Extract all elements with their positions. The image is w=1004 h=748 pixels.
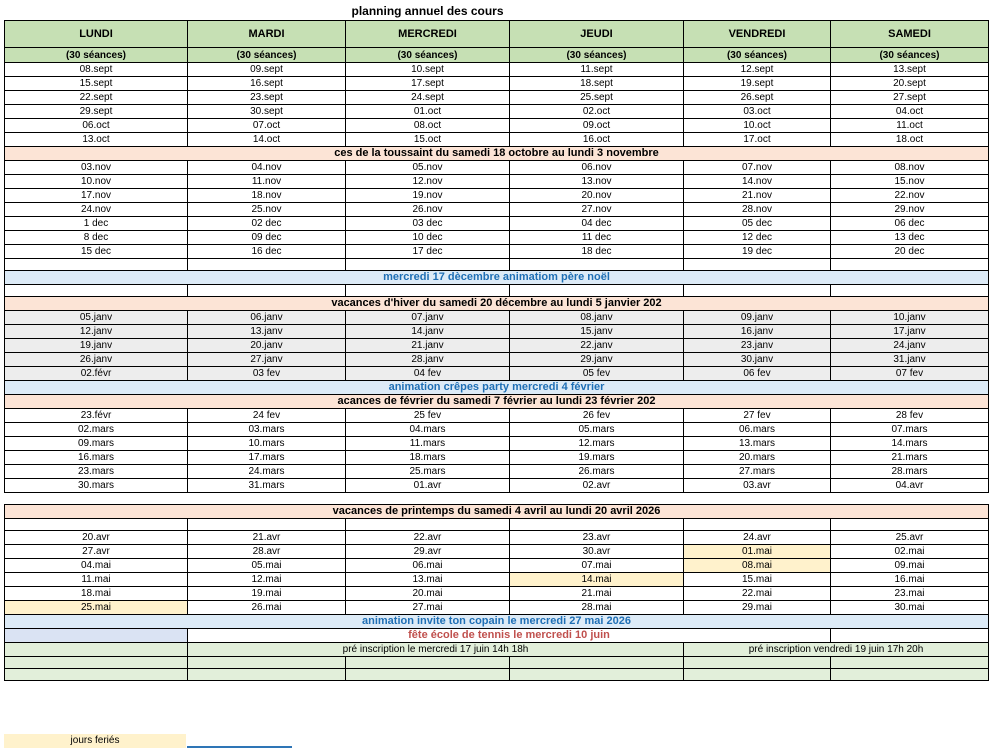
date-cell[interactable]: 09.mai bbox=[831, 559, 989, 573]
empty-cell[interactable] bbox=[510, 519, 684, 531]
date-cell[interactable]: 26 fev bbox=[510, 409, 684, 423]
empty-row bbox=[5, 285, 989, 297]
date-row bbox=[5, 119, 989, 133]
date-row bbox=[5, 559, 989, 573]
date-cell[interactable]: 22.nov bbox=[831, 189, 989, 203]
date-cell[interactable]: 25.nov bbox=[188, 203, 346, 217]
date-cell[interactable]: 14.mai bbox=[510, 573, 684, 587]
date-cell[interactable]: 06 dec bbox=[831, 217, 989, 231]
date-cell[interactable]: 06.mars bbox=[684, 423, 831, 437]
date-cell[interactable]: 13.sept bbox=[831, 63, 989, 77]
date-cell[interactable]: 05 fev bbox=[510, 367, 684, 381]
date-cell[interactable]: 14.nov bbox=[684, 175, 831, 189]
date-cell[interactable]: 05.mai bbox=[188, 559, 346, 573]
date-cell[interactable]: 07 fev bbox=[831, 367, 989, 381]
date-row bbox=[5, 531, 989, 545]
date-cell[interactable]: 8 dec bbox=[5, 231, 188, 245]
date-cell[interactable]: 27.mars bbox=[684, 465, 831, 479]
date-cell[interactable]: 28.janv bbox=[346, 353, 510, 367]
empty-cell[interactable] bbox=[188, 669, 346, 681]
date-cell[interactable]: 27.nov bbox=[510, 203, 684, 217]
date-cell[interactable]: 11.oct bbox=[831, 119, 989, 133]
date-cell[interactable]: 02.mars bbox=[5, 423, 188, 437]
date-cell[interactable]: 30.sept bbox=[188, 105, 346, 119]
empty-cell[interactable] bbox=[510, 259, 684, 271]
date-cell[interactable]: 27.janv bbox=[188, 353, 346, 367]
date-cell[interactable]: 13.oct bbox=[5, 133, 188, 147]
date-cell[interactable]: 09.sept bbox=[188, 63, 346, 77]
date-cell[interactable]: 16.oct bbox=[510, 133, 684, 147]
empty-cell[interactable] bbox=[831, 669, 989, 681]
date-cell[interactable]: 10.janv bbox=[831, 311, 989, 325]
date-cell[interactable]: 15.janv bbox=[510, 325, 684, 339]
date-row bbox=[5, 437, 989, 451]
date-row bbox=[5, 423, 989, 437]
date-cell[interactable]: 17.oct bbox=[684, 133, 831, 147]
date-cell[interactable]: 18.oct bbox=[831, 133, 989, 147]
date-cell[interactable]: 23.janv bbox=[684, 339, 831, 353]
date-cell[interactable]: 31.janv bbox=[831, 353, 989, 367]
date-cell[interactable]: 05 dec bbox=[684, 217, 831, 231]
date-cell[interactable]: 17.sept bbox=[346, 77, 510, 91]
date-cell[interactable]: 02.avr bbox=[510, 479, 684, 493]
date-cell[interactable]: 06.mai bbox=[346, 559, 510, 573]
date-row bbox=[5, 203, 989, 217]
empty-cell[interactable] bbox=[346, 657, 510, 669]
sheet-title: planning annuel des cours bbox=[351, 4, 504, 18]
date-cell[interactable]: 19.mai bbox=[188, 587, 346, 601]
date-cell[interactable]: 26.sept bbox=[684, 91, 831, 105]
pre-inscription-mercredi[interactable]: pré inscription le mercredi 17 juin 14h 18h bbox=[188, 643, 684, 657]
date-cell[interactable]: 07.oct bbox=[188, 119, 346, 133]
date-cell[interactable]: 09.oct bbox=[510, 119, 684, 133]
pre-inscription-vendredi[interactable]: pré inscription vendredi 19 juin 17h 20h bbox=[684, 643, 989, 657]
date-cell[interactable]: 19.mars bbox=[510, 451, 684, 465]
date-cell[interactable]: 18.mai bbox=[5, 587, 188, 601]
date-cell[interactable]: 14.oct bbox=[188, 133, 346, 147]
empty-cell[interactable] bbox=[684, 285, 831, 297]
date-cell[interactable]: 11 dec bbox=[510, 231, 684, 245]
date-cell[interactable]: 15 dec bbox=[5, 245, 188, 259]
date-cell[interactable]: 02.févr bbox=[5, 367, 188, 381]
date-cell[interactable]: 18 dec bbox=[510, 245, 684, 259]
date-row bbox=[5, 91, 989, 105]
date-cell[interactable]: 04.oct bbox=[831, 105, 989, 119]
date-cell[interactable]: 04.mars bbox=[346, 423, 510, 437]
date-cell[interactable]: 1 dec bbox=[5, 217, 188, 231]
date-cell[interactable]: 04 dec bbox=[510, 217, 684, 231]
empty-cell[interactable] bbox=[831, 657, 989, 669]
date-cell[interactable]: 24.sept bbox=[346, 91, 510, 105]
date-cell[interactable]: 25.sept bbox=[510, 91, 684, 105]
date-cell[interactable]: 08.nov bbox=[831, 161, 989, 175]
sessions-label[interactable]: (30 séances) bbox=[510, 48, 684, 63]
date-cell[interactable]: 21.mars bbox=[831, 451, 989, 465]
date-cell[interactable]: 28.mars bbox=[831, 465, 989, 479]
date-cell[interactable]: 23.févr bbox=[5, 409, 188, 423]
date-cell[interactable]: 09.mars bbox=[5, 437, 188, 451]
sessions-label[interactable]: (30 séances) bbox=[346, 48, 510, 63]
empty-cell[interactable] bbox=[684, 519, 831, 531]
date-cell[interactable]: 25.mars bbox=[346, 465, 510, 479]
empty-cell[interactable] bbox=[510, 285, 684, 297]
date-cell[interactable]: 15.nov bbox=[831, 175, 989, 189]
empty-cell[interactable] bbox=[831, 629, 989, 643]
date-cell[interactable]: 26.janv bbox=[5, 353, 188, 367]
date-cell[interactable]: 04.avr bbox=[831, 479, 989, 493]
date-cell[interactable]: 20 dec bbox=[831, 245, 989, 259]
day-header[interactable]: VENDREDI bbox=[684, 21, 831, 48]
day-header[interactable]: MARDI bbox=[188, 21, 346, 48]
date-cell[interactable]: 08.sept bbox=[5, 63, 188, 77]
date-cell[interactable]: 20.nov bbox=[510, 189, 684, 203]
date-cell[interactable]: 20.avr bbox=[5, 531, 188, 545]
empty-cell[interactable] bbox=[5, 285, 188, 297]
date-row bbox=[5, 465, 989, 479]
date-cell[interactable]: 22.janv bbox=[510, 339, 684, 353]
empty-cell[interactable] bbox=[510, 669, 684, 681]
date-cell[interactable]: 29.janv bbox=[510, 353, 684, 367]
date-row bbox=[5, 545, 989, 559]
sessions-row bbox=[5, 48, 989, 63]
animation-crepes bbox=[5, 381, 989, 395]
empty-cell[interactable] bbox=[5, 669, 188, 681]
empty-cell[interactable] bbox=[346, 669, 510, 681]
date-cell[interactable]: 01.mai bbox=[684, 545, 831, 559]
date-cell[interactable]: 30.mars bbox=[5, 479, 188, 493]
empty-cell[interactable] bbox=[346, 519, 510, 531]
date-cell[interactable]: 17.mars bbox=[188, 451, 346, 465]
date-cell[interactable]: 23.sept bbox=[188, 91, 346, 105]
empty-cell[interactable] bbox=[5, 259, 188, 271]
date-cell[interactable]: 02 dec bbox=[188, 217, 346, 231]
date-cell[interactable]: 25 fev bbox=[346, 409, 510, 423]
date-cell[interactable]: 24.nov bbox=[5, 203, 188, 217]
date-cell[interactable]: 16.mai bbox=[831, 573, 989, 587]
empty-row bbox=[5, 669, 989, 681]
date-row bbox=[5, 353, 989, 367]
vacances-fevrier bbox=[5, 395, 989, 409]
date-cell[interactable]: 26.mars bbox=[510, 465, 684, 479]
empty-cell[interactable] bbox=[5, 629, 188, 643]
empty-cell[interactable] bbox=[831, 285, 989, 297]
empty-cell[interactable] bbox=[5, 519, 188, 531]
fete-row bbox=[5, 629, 989, 643]
empty-cell[interactable] bbox=[684, 259, 831, 271]
date-cell[interactable]: 16.mars bbox=[5, 451, 188, 465]
vacances-toussaint-label[interactable]: ces de la toussaint du samedi 18 octobre au lundi 3 novembre bbox=[5, 147, 989, 161]
date-cell[interactable]: 28.mai bbox=[510, 601, 684, 615]
date-row bbox=[5, 479, 989, 493]
date-cell[interactable]: 13.janv bbox=[188, 325, 346, 339]
sessions-label[interactable]: (30 séances) bbox=[831, 48, 989, 63]
date-cell[interactable]: 18.sept bbox=[510, 77, 684, 91]
date-cell[interactable]: 16.sept bbox=[188, 77, 346, 91]
sessions-label[interactable]: (30 séances) bbox=[5, 48, 188, 63]
date-cell[interactable]: 06.oct bbox=[5, 119, 188, 133]
date-cell[interactable]: 17.nov bbox=[5, 189, 188, 203]
date-cell[interactable]: 16 dec bbox=[188, 245, 346, 259]
date-cell[interactable]: 05.nov bbox=[346, 161, 510, 175]
empty-cell[interactable] bbox=[5, 657, 188, 669]
date-row bbox=[5, 311, 989, 325]
date-cell[interactable]: 21.mai bbox=[510, 587, 684, 601]
date-cell[interactable]: 12.mars bbox=[510, 437, 684, 451]
date-cell[interactable]: 22.avr bbox=[346, 531, 510, 545]
date-cell[interactable]: 23.mai bbox=[831, 587, 989, 601]
date-cell[interactable]: 08.janv bbox=[510, 311, 684, 325]
date-cell[interactable]: 25.avr bbox=[831, 531, 989, 545]
date-cell[interactable]: 19.nov bbox=[346, 189, 510, 203]
date-cell[interactable]: 07.mars bbox=[831, 423, 989, 437]
date-cell[interactable]: 04.mai bbox=[5, 559, 188, 573]
date-cell[interactable]: 24.avr bbox=[684, 531, 831, 545]
empty-cell[interactable] bbox=[510, 657, 684, 669]
date-cell[interactable]: 14.janv bbox=[346, 325, 510, 339]
date-cell[interactable]: 03 dec bbox=[346, 217, 510, 231]
date-cell[interactable]: 26.nov bbox=[346, 203, 510, 217]
date-cell[interactable]: 09.janv bbox=[684, 311, 831, 325]
date-cell[interactable]: 24.mars bbox=[188, 465, 346, 479]
animation-copain bbox=[5, 615, 989, 629]
vacances-printemps-label[interactable]: vacances de printemps du samedi 4 avril au lundi 20 avril 2026 bbox=[5, 505, 989, 519]
date-row bbox=[5, 245, 989, 259]
date-cell[interactable]: 23.mars bbox=[5, 465, 188, 479]
date-cell[interactable]: 13 dec bbox=[831, 231, 989, 245]
date-cell[interactable]: 15.sept bbox=[5, 77, 188, 91]
date-cell[interactable]: 19 dec bbox=[684, 245, 831, 259]
date-cell[interactable]: 24.janv bbox=[831, 339, 989, 353]
day-header[interactable]: MERCREDI bbox=[346, 21, 510, 48]
date-cell[interactable]: 07.mai bbox=[510, 559, 684, 573]
date-row bbox=[5, 587, 989, 601]
vacances-toussaint bbox=[5, 147, 989, 161]
date-cell[interactable]: 03.oct bbox=[684, 105, 831, 119]
date-cell[interactable]: 13.nov bbox=[510, 175, 684, 189]
date-cell[interactable]: 06 fev bbox=[684, 367, 831, 381]
date-cell[interactable]: 03.mars bbox=[188, 423, 346, 437]
date-cell[interactable]: 20.mai bbox=[346, 587, 510, 601]
date-cell[interactable]: 30.avr bbox=[510, 545, 684, 559]
date-cell[interactable]: 20.sept bbox=[831, 77, 989, 91]
date-cell[interactable]: 02.mai bbox=[831, 545, 989, 559]
empty-cell[interactable] bbox=[346, 285, 510, 297]
date-cell[interactable]: 15.oct bbox=[346, 133, 510, 147]
empty-cell[interactable] bbox=[188, 259, 346, 271]
date-cell[interactable]: 18.nov bbox=[188, 189, 346, 203]
date-row bbox=[5, 175, 989, 189]
day-header[interactable]: SAMEDI bbox=[831, 21, 989, 48]
empty-cell[interactable] bbox=[831, 519, 989, 531]
date-cell[interactable]: 22.mai bbox=[684, 587, 831, 601]
date-cell[interactable]: 29.sept bbox=[5, 105, 188, 119]
empty-cell[interactable] bbox=[188, 519, 346, 531]
date-row bbox=[5, 161, 989, 175]
date-cell[interactable]: 12 dec bbox=[684, 231, 831, 245]
empty-cell[interactable] bbox=[346, 259, 510, 271]
date-cell[interactable]: 08.oct bbox=[346, 119, 510, 133]
date-cell[interactable]: 28.avr bbox=[188, 545, 346, 559]
date-cell[interactable]: 01.avr bbox=[346, 479, 510, 493]
date-cell[interactable]: 17.janv bbox=[831, 325, 989, 339]
date-cell[interactable]: 09 dec bbox=[188, 231, 346, 245]
pre-inscription-row bbox=[5, 643, 989, 657]
date-cell[interactable]: 20.janv bbox=[188, 339, 346, 353]
date-cell[interactable]: 07.janv bbox=[346, 311, 510, 325]
date-cell[interactable]: 27.mai bbox=[346, 601, 510, 615]
date-cell[interactable]: 21.nov bbox=[684, 189, 831, 203]
date-row bbox=[5, 77, 989, 91]
date-row bbox=[5, 217, 989, 231]
date-row bbox=[5, 133, 989, 147]
day-header[interactable]: JEUDI bbox=[510, 21, 684, 48]
date-row bbox=[5, 601, 989, 615]
date-cell[interactable]: 20.mars bbox=[684, 451, 831, 465]
date-cell[interactable]: 16.janv bbox=[684, 325, 831, 339]
date-cell[interactable]: 04 fev bbox=[346, 367, 510, 381]
date-cell[interactable]: 15.mai bbox=[684, 573, 831, 587]
date-cell[interactable]: 29.avr bbox=[346, 545, 510, 559]
date-cell[interactable]: 27.avr bbox=[5, 545, 188, 559]
empty-cell[interactable] bbox=[684, 657, 831, 669]
date-cell[interactable]: 28 fev bbox=[831, 409, 989, 423]
date-row bbox=[5, 409, 989, 423]
date-cell[interactable]: 19.janv bbox=[5, 339, 188, 353]
date-cell[interactable]: 12.nov bbox=[346, 175, 510, 189]
animation-crepes-label[interactable]: animation crêpes party mercredi 4 février bbox=[5, 381, 989, 395]
gap-cell[interactable] bbox=[5, 493, 989, 505]
fete-tennis-label[interactable]: fête école de tennis le mercredi 10 juin bbox=[188, 629, 831, 643]
date-cell[interactable]: 12.sept bbox=[684, 63, 831, 77]
date-cell[interactable]: 29.mai bbox=[684, 601, 831, 615]
date-cell[interactable]: 11.mars bbox=[346, 437, 510, 451]
date-row bbox=[5, 63, 989, 77]
date-cell[interactable]: 13.mars bbox=[684, 437, 831, 451]
day-header[interactable]: LUNDI bbox=[5, 21, 188, 48]
date-cell[interactable]: 19.sept bbox=[684, 77, 831, 91]
date-cell[interactable]: 05.mars bbox=[510, 423, 684, 437]
vacances-printemps bbox=[5, 505, 989, 519]
date-cell[interactable]: 08.mai bbox=[684, 559, 831, 573]
date-cell[interactable]: 23.avr bbox=[510, 531, 684, 545]
animation-copain-label[interactable]: animation invite ton copain le mercredi 27 mai 2026 bbox=[5, 615, 989, 629]
empty-cell[interactable] bbox=[831, 259, 989, 271]
date-cell[interactable]: 17 dec bbox=[346, 245, 510, 259]
date-cell[interactable]: 02.oct bbox=[510, 105, 684, 119]
date-cell[interactable]: 12.janv bbox=[5, 325, 188, 339]
date-cell[interactable]: 28.nov bbox=[684, 203, 831, 217]
date-cell[interactable]: 18.mars bbox=[346, 451, 510, 465]
date-cell[interactable]: 26.mai bbox=[188, 601, 346, 615]
date-cell[interactable]: 21.janv bbox=[346, 339, 510, 353]
date-cell[interactable]: 11.nov bbox=[188, 175, 346, 189]
date-cell[interactable]: 11.mai bbox=[5, 573, 188, 587]
date-cell[interactable]: 24 fev bbox=[188, 409, 346, 423]
date-row bbox=[5, 231, 989, 245]
date-row bbox=[5, 451, 989, 465]
empty-cell[interactable] bbox=[188, 285, 346, 297]
date-cell[interactable]: 07.nov bbox=[684, 161, 831, 175]
empty-row bbox=[5, 657, 989, 669]
vacances-fevrier-label[interactable]: acances de février du samedi 7 février au lundi 23 février 202 bbox=[5, 395, 989, 409]
date-cell[interactable]: 30.mai bbox=[831, 601, 989, 615]
vacances-hiver bbox=[5, 297, 989, 311]
date-row bbox=[5, 189, 989, 203]
date-cell[interactable]: 05.janv bbox=[5, 311, 188, 325]
date-cell[interactable]: 27 fev bbox=[684, 409, 831, 423]
date-cell[interactable]: 25.mai bbox=[5, 601, 188, 615]
date-cell[interactable]: 03 fev bbox=[188, 367, 346, 381]
date-cell[interactable]: 04.nov bbox=[188, 161, 346, 175]
date-row bbox=[5, 339, 989, 353]
date-cell[interactable]: 31.mars bbox=[188, 479, 346, 493]
animation-noel-label[interactable]: mercredi 17 dècembre animatiom père noël bbox=[5, 271, 989, 285]
date-cell[interactable]: 06.janv bbox=[188, 311, 346, 325]
date-cell[interactable]: 06.nov bbox=[510, 161, 684, 175]
date-cell[interactable]: 01.oct bbox=[346, 105, 510, 119]
legend-jours-feries: jours feriés bbox=[4, 734, 186, 748]
empty-cell[interactable] bbox=[684, 669, 831, 681]
planning-table bbox=[4, 20, 989, 681]
date-cell[interactable]: 10 dec bbox=[346, 231, 510, 245]
sessions-label[interactable]: (30 séances) bbox=[188, 48, 346, 63]
date-cell[interactable]: 03.nov bbox=[5, 161, 188, 175]
vacances-hiver-label[interactable]: vacances d'hiver du samedi 20 décembre au lundi 5 janvier 202 bbox=[5, 297, 989, 311]
date-row bbox=[5, 325, 989, 339]
date-cell[interactable]: 13.mai bbox=[346, 573, 510, 587]
date-row bbox=[5, 367, 989, 381]
date-cell[interactable]: 22.sept bbox=[5, 91, 188, 105]
empty-row bbox=[5, 259, 989, 271]
date-row bbox=[5, 105, 989, 119]
date-cell[interactable]: 03.avr bbox=[684, 479, 831, 493]
empty-cell[interactable] bbox=[188, 657, 346, 669]
date-cell[interactable]: 10.oct bbox=[684, 119, 831, 133]
date-cell[interactable]: 30.janv bbox=[684, 353, 831, 367]
date-cell[interactable]: 10.sept bbox=[346, 63, 510, 77]
date-cell[interactable]: 12.mai bbox=[188, 573, 346, 587]
date-cell[interactable]: 29.nov bbox=[831, 203, 989, 217]
date-cell[interactable]: 11.sept bbox=[510, 63, 684, 77]
empty-cell[interactable] bbox=[5, 643, 188, 657]
gap-row bbox=[5, 493, 989, 505]
date-cell[interactable]: 27.sept bbox=[831, 91, 989, 105]
date-cell[interactable]: 21.avr bbox=[188, 531, 346, 545]
header-row bbox=[5, 21, 989, 48]
empty-row bbox=[5, 519, 989, 531]
date-cell[interactable]: 14.mars bbox=[831, 437, 989, 451]
animation-noel bbox=[5, 271, 989, 285]
date-cell[interactable]: 10.nov bbox=[5, 175, 188, 189]
sessions-label[interactable]: (30 séances) bbox=[684, 48, 831, 63]
date-row bbox=[5, 573, 989, 587]
date-cell[interactable]: 10.mars bbox=[188, 437, 346, 451]
